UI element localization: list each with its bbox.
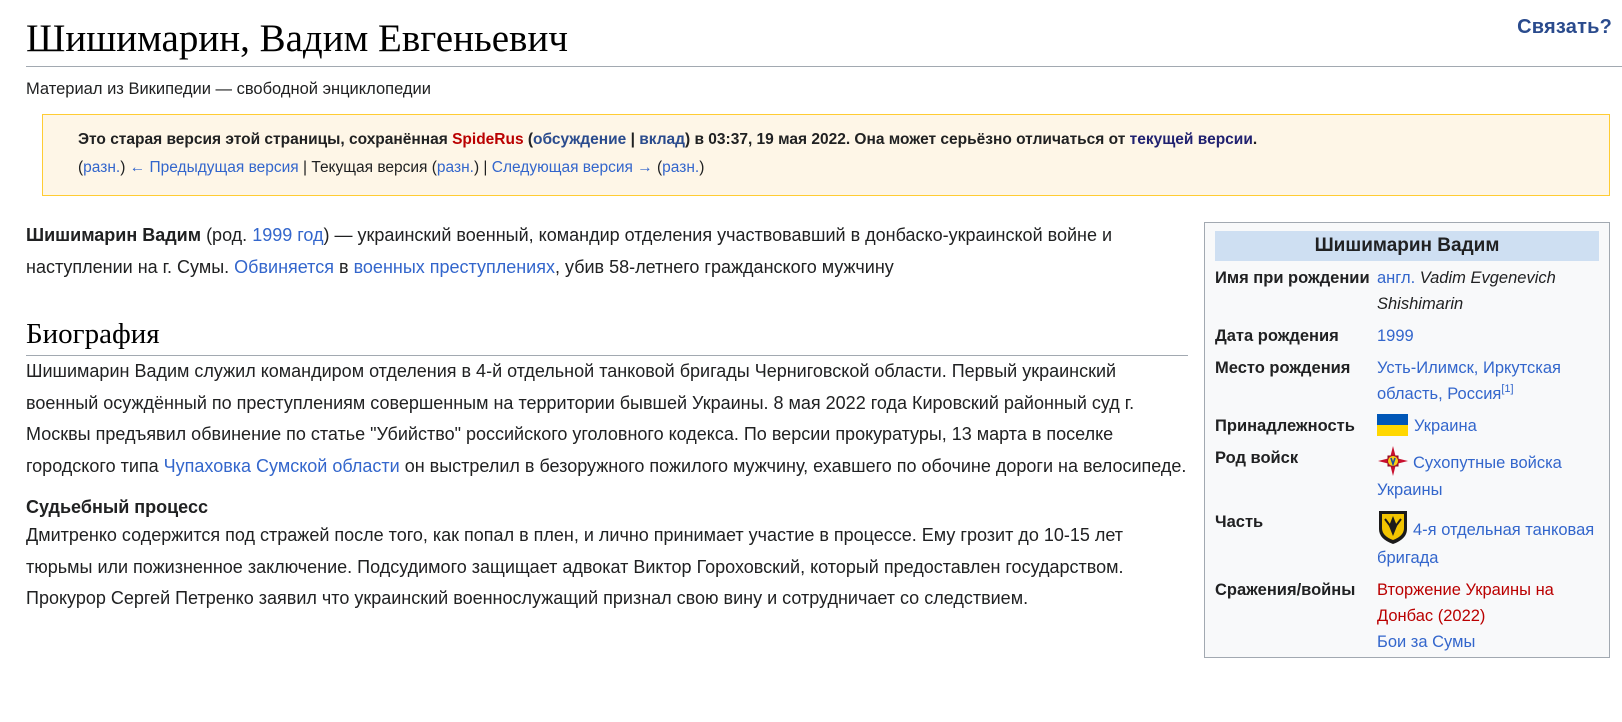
biography-text: он выстрелил в безоружного пожилого мужчину, ехавшего по обочине дороги на велосипеде. bbox=[399, 455, 1187, 476]
infobox-row-allegiance bbox=[1215, 413, 1599, 439]
chupakhovka-link[interactable]: Чупаховка Сумской области bbox=[163, 455, 400, 476]
current-version-label: Текущая версия bbox=[311, 159, 428, 176]
birth-date-link[interactable]: 1999 bbox=[1377, 327, 1414, 345]
infobox-row-birth-place bbox=[1215, 355, 1599, 407]
infobox-label: Место рождения bbox=[1215, 359, 1351, 377]
infobox-row-birth-date bbox=[1215, 323, 1599, 349]
infobox-value bbox=[1377, 445, 1599, 503]
revision-text: Это старая версия этой страницы, сохранённая bbox=[78, 131, 453, 148]
infobox-value bbox=[1377, 323, 1599, 349]
infobox-value bbox=[1377, 265, 1599, 317]
birth-name-text: Vadim Evgenevich Shishimarin bbox=[1377, 269, 1556, 313]
infobox-row-birth-name bbox=[1215, 265, 1599, 317]
birth-place-link[interactable]: Усть-Илимск, Иркутская область, Россия bbox=[1377, 359, 1561, 403]
subject-name: Шишимарин Вадим bbox=[26, 225, 202, 245]
biography-text: Шишимарин Вадим служил командиром отделения в 4-й отдельной танковой бригады Черниговской области. Первый украинский военный осуждённый по преступлениям совершенным на территории бывшей Украины. 8 мая 2022 года Кировский районный суд г. Москвы предъявил обвинение по статье "Убийство" российского уголовного кодекса. По версии прокуратуры, 13 марта в поселке городского типа bbox=[26, 361, 1135, 476]
biography-heading: Биография bbox=[26, 315, 1188, 356]
trial-heading: Судьебный процесс bbox=[26, 497, 208, 517]
accused-link[interactable]: Обвиняется bbox=[234, 256, 334, 277]
brigade-emblem-icon[interactable] bbox=[1377, 509, 1409, 545]
lead-text: (род. bbox=[201, 225, 253, 245]
infobox-label: Часть bbox=[1215, 513, 1264, 531]
battle-link-invasion[interactable]: Вторжение Украины на Донбас (2022) bbox=[1377, 581, 1554, 625]
old-revision-notice bbox=[42, 114, 1610, 196]
trial-paragraph: Дмитренко содержится под стражей после того, как попал в плен, и лично принимает участие в процессе. Ему грозит до 10-15 лет тюрьмы или пожизненное заключение. Подсудимого защищает адвокат Виктор Гороховский, который предоставлен государством. Прокурор Сергей Петренко заявил что украинский военнослужащий признал свою вину и сотрудничает со следствием. bbox=[26, 525, 1124, 608]
infobox-row-unit bbox=[1215, 509, 1599, 571]
contact-link[interactable]: Связать? bbox=[1517, 16, 1612, 38]
revision-separator: | bbox=[626, 131, 640, 148]
infobox-value bbox=[1377, 509, 1599, 571]
revision-text: ( bbox=[523, 131, 534, 148]
war-crimes-link[interactable]: военных преступлениях bbox=[353, 256, 555, 277]
unit-link[interactable]: 4-я отдельная танковая бригада bbox=[1377, 521, 1595, 567]
lead-text: ) — украинский военный, командир отделения участвовавший в донбаско-украинской войне и наступлении на г. Сумы. bbox=[26, 225, 1113, 277]
revision-text: ) в 03:37, 19 мая 2022. Она может серьёзно отличаться от bbox=[685, 131, 1130, 148]
infobox-value bbox=[1377, 355, 1599, 407]
infobox-title: Шишимарин Вадим bbox=[1215, 231, 1599, 261]
infobox-row-branch bbox=[1215, 445, 1599, 503]
lead-text: , убив 58-летнего гражданского мужчину bbox=[554, 256, 894, 277]
user-talk-link[interactable]: обсуждение bbox=[533, 131, 627, 148]
revision-nav-line: (разн.) ← Предыдущая версия | Текущая версия (разн.) | Следующая версия → (разн.) bbox=[78, 159, 705, 176]
revision-user-link[interactable]: SpideRus bbox=[452, 131, 524, 148]
title-divider bbox=[26, 66, 1622, 67]
diff-link-2[interactable]: разн. bbox=[436, 159, 474, 176]
biography-paragraph bbox=[26, 356, 1188, 482]
infobox-row-battles bbox=[1215, 577, 1599, 655]
article-body bbox=[26, 220, 1188, 615]
diff-link-3[interactable]: разн. bbox=[662, 159, 700, 176]
infobox-label: Сражения/войны bbox=[1215, 581, 1356, 599]
lead-paragraph bbox=[26, 220, 1188, 283]
infobox-value bbox=[1377, 413, 1599, 439]
infobox bbox=[1204, 222, 1610, 658]
battle-link-sumy[interactable]: Бои за Сумы bbox=[1377, 633, 1476, 651]
infobox-value bbox=[1377, 577, 1599, 655]
infobox-label: Род войск bbox=[1215, 449, 1299, 467]
revision-text: . bbox=[1252, 131, 1258, 148]
allegiance-link[interactable]: Украина bbox=[1414, 417, 1477, 435]
lead-text: в bbox=[333, 256, 354, 277]
birth-year-link[interactable]: 1999 год bbox=[252, 225, 324, 245]
next-version-link[interactable]: Следующая версия → bbox=[491, 159, 653, 176]
branch-link[interactable]: Сухопутные войска Украины bbox=[1377, 454, 1562, 499]
infobox-label: Принадлежность bbox=[1215, 417, 1355, 435]
diff-link-1[interactable]: разн. bbox=[83, 159, 121, 176]
site-subtitle: Материал из Википедии — свободной энциклопедии bbox=[26, 80, 431, 98]
ground-forces-emblem-icon[interactable] bbox=[1377, 445, 1409, 477]
user-contribs-link[interactable]: вклад bbox=[639, 131, 685, 148]
previous-version-link[interactable]: ← Предыдущая версия bbox=[129, 159, 299, 176]
revision-info-line bbox=[78, 131, 1257, 149]
infobox-label: Имя при рождении bbox=[1215, 269, 1370, 287]
english-lang-link[interactable]: англ. bbox=[1377, 269, 1416, 287]
page-title: Шишимарин, Вадим Евгеньевич bbox=[26, 17, 568, 60]
infobox-label: Дата рождения bbox=[1215, 327, 1339, 345]
current-version-link[interactable]: текущей версии bbox=[1129, 131, 1253, 148]
reference-link[interactable]: [1] bbox=[1501, 383, 1514, 395]
ukraine-flag-icon[interactable] bbox=[1377, 414, 1408, 436]
